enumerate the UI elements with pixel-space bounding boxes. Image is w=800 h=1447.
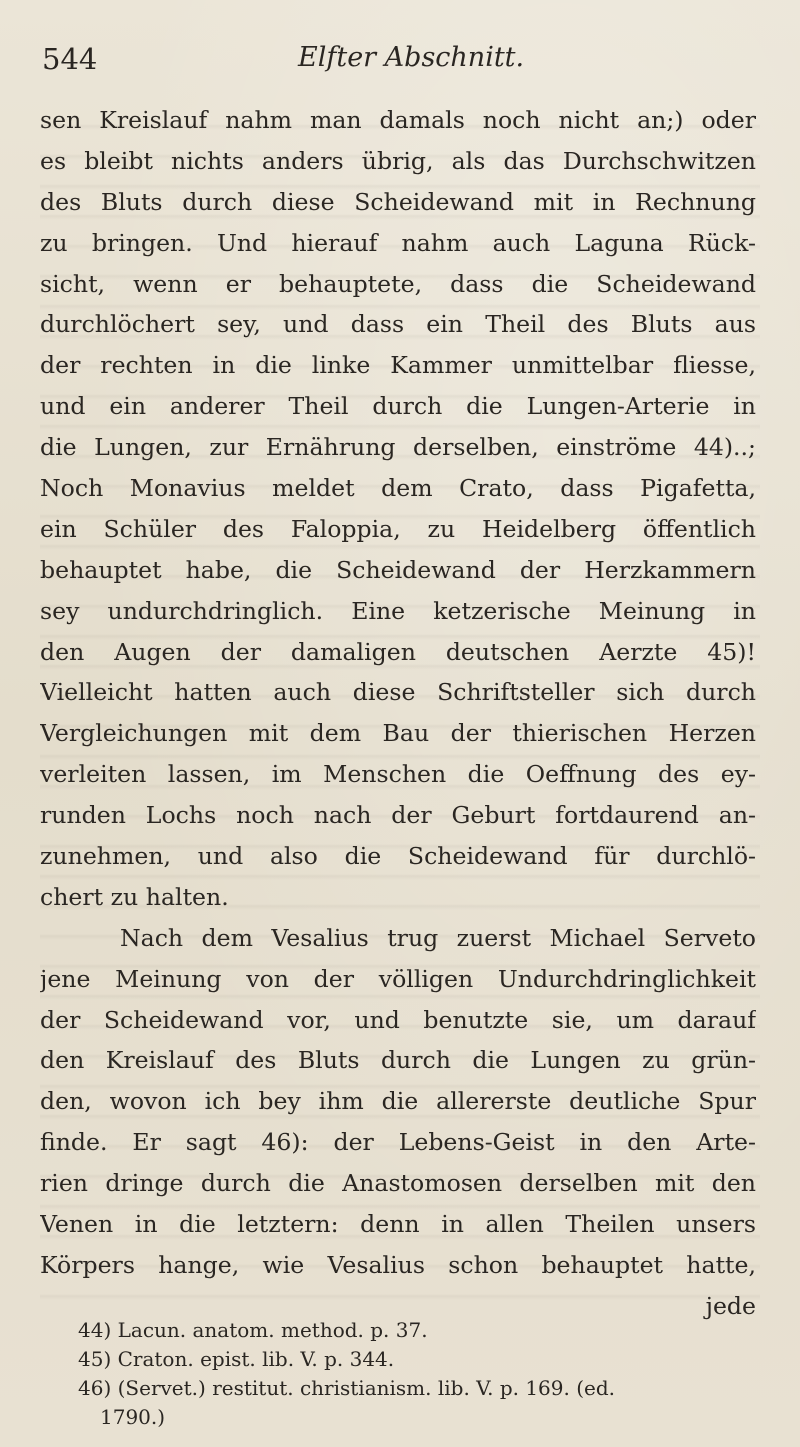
text-line: Vielleicht hatten auch diese Schriftsteller sich durch <box>40 678 756 707</box>
text-line: der rechten in die linke Kammer unmittelbar fliesse, <box>40 351 756 380</box>
text-line: jene Meinung von der völligen Undurchdringlichkeit <box>40 964 756 993</box>
text-line: den Kreislauf des Bluts durch die Lungen zu grün- <box>40 1046 756 1075</box>
text-line: ein Schüler des Faloppia, zu Heidelberg öffentlich <box>40 514 756 543</box>
text-line: des Bluts durch diese Scheidewand mit in Rechnung <box>40 187 756 216</box>
text-line: die Lungen, zur Ernährung derselben, einströme 44)..; <box>40 433 756 462</box>
text-line: finde. Er sagt 46): der Lebens-Geist in den Arte- <box>40 1128 756 1157</box>
text-line: und ein anderer Theil durch die Lungen-Arterie in <box>40 392 756 421</box>
text-line: es bleibt nichts anders übrig, als das Durchschwitzen <box>40 146 756 175</box>
footnotes <box>78 1316 768 1432</box>
footnote-46-continuation: 1790.) <box>100 1405 166 1429</box>
text-line: Noch Monavius meldet dem Crato, dass Pigafetta, <box>40 474 756 503</box>
text-line: zunehmen, und also die Scheidewand für durchlö- <box>40 842 756 871</box>
text-line: durchlöchert sey, und dass ein Theil des Bluts aus <box>40 310 756 339</box>
catchword: jede <box>705 1291 756 1320</box>
text-line: verleiten lassen, im Menschen die Oeffnung des ey- <box>40 760 756 789</box>
text-line: runden Lochs noch nach der Geburt fortdaurend an- <box>40 801 756 830</box>
footnote-46: 46) (Servet.) restitut. christianism. lib. V. p. 169. (ed. <box>78 1376 616 1400</box>
page-header <box>40 38 760 88</box>
text-line: den Augen der damaligen deutschen Aerzte 45)! <box>40 637 756 666</box>
text-line: zu bringen. Und hierauf nahm auch Laguna Rück- <box>40 228 756 257</box>
text-line-paragraph-start: Nach dem Vesalius trug zuerst Michael Serveto <box>120 923 756 952</box>
text-line: Venen in die letztern: denn in allen Theilen unsers <box>40 1210 756 1239</box>
text-line-paragraph-end: chert zu halten. <box>40 882 229 911</box>
text-line: Körpers hange, wie Vesalius schon behauptet hatte, <box>40 1250 756 1279</box>
text-line: sen Kreislauf nahm man damals noch nicht an;) oder <box>40 106 756 134</box>
text-line: den, wovon ich bey ihm die allererste deutliche Spur <box>40 1087 756 1116</box>
text-line: Vergleichungen mit dem Bau der thierischen Herzen <box>40 719 756 748</box>
running-head: Elfter Abschnitt. <box>298 42 525 73</box>
text-line: behauptet habe, die Scheidewand der Herzkammern <box>40 555 756 584</box>
footnote-45: 45) Craton. epist. lib. V. p. 344. <box>78 1347 395 1371</box>
text-line: sey undurchdringlich. Eine ketzerische Meinung in <box>40 596 756 625</box>
text-line: sicht, wenn er behauptete, dass die Scheidewand <box>40 269 756 298</box>
text-line: der Scheidewand vor, und benutzte sie, um darauf <box>40 1005 756 1034</box>
text-line: rien dringe durch die Anastomosen derselben mit den <box>40 1169 756 1198</box>
page-number: 544 <box>42 42 98 76</box>
body-text <box>40 100 756 1327</box>
footnote-44: 44) Lacun. anatom. method. p. 37. <box>78 1318 428 1342</box>
